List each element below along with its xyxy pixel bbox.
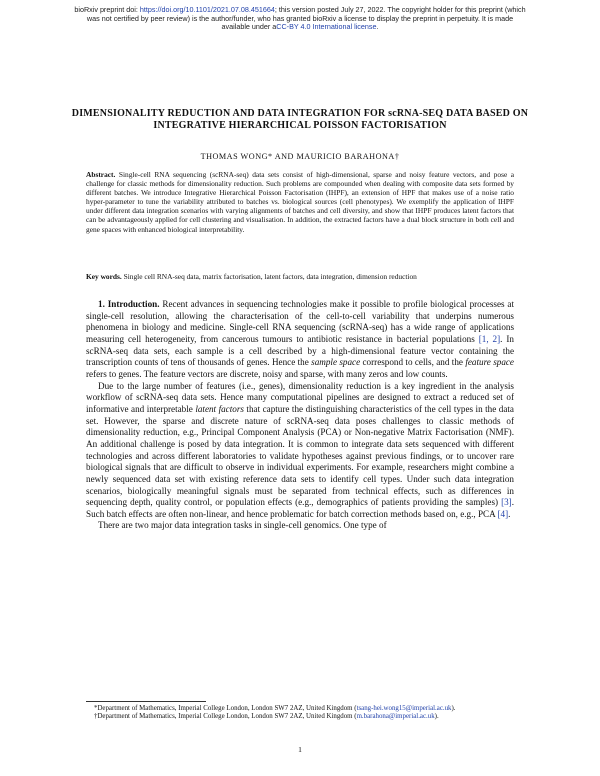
p2-text-b: that capture the distinguishing characteristics of the cell types in the data set. However, the sparse and discrete nature of scRNA-seq data poses challenges to classic methods of dimensionality reduction, e.g., Principal Component Analysis (PCA) or Non-negative Matrix Factorisation (NMF). An additional challenge is posed by data integration. It is common to integrate data sets sequenced with different technologies and across different laboratories to validate hypotheses against previous findings, or to uncover rare biological signals that are difficult to observe in individual experiments. For example, researchers might combine a newly sequenced data set with existing reference data sets to identify cell types. Under such data integration scenarios, biologically meaningful signals must be separated from technical effects, such as differences in sequencing depth, quality control, or population effects (e.g., demographics of patients providing the samples) [86, 403, 514, 508]
footnote-1-text: *Department of Mathematics, Imperial College London, London SW7 2AZ, United Kingdom ( [94, 705, 357, 712]
footnote-divider [86, 701, 206, 702]
body-text [86, 299, 514, 532]
p1-emphasis-2: feature space [465, 357, 514, 368]
abstract-text: Single-cell RNA sequencing (scRNA-seq) data sets consist of high-dimensional, sparse and noisy feature vectors, and pose a challenge for classic methods for dimensionality reduction. Such problems are compounded when dealing with composite data sets formed by different batches. We introduce Integrative Hierarchical Poisson Factorisation (IHPF), an extension of HPF that makes use of a noise ratio hyper-parameter to tune the variability attributed to batches vs. biological sources (cell phenotypes). We exemplify the application of IHPF under different data integration scenarios with varying alignments of batches and cell diversity, and show that IHPF produces latent factors that can be advantageously applied for cell clustering and visualisation. In addition, the extracted factors have a dual block structure in both cell and gene spaces with enhanced biological interpretability. [86, 170, 514, 234]
paper-title: DIMENSIONALITY REDUCTION AND DATA INTEGRATION FOR scRNA-SEQ DATA BASED ON INTEGRATIVE HIERARCHICAL POISSON FACTORISATION [71, 108, 529, 131]
p2-text-a: Due to the large number of features (i.e., genes), dimensionality reduction is a key ingredient in the analysis workflow of scRNA-seq data sets. Hence many computational pipelines are designed to extract a reduced set of informative and interpretable [86, 380, 514, 414]
doi-link[interactable]: https://doi.org/10.1101/2021.07.08.451664 [139, 5, 275, 14]
keywords-label: Key words. [86, 272, 122, 281]
footnotes [86, 705, 514, 722]
banner-line-2: was not certified by peer review) is the author/funder, who has granted bioRxiv a license to display the preprint in perpetuity. It is made [86, 13, 514, 23]
paragraph-2 [86, 381, 514, 521]
section-heading: 1. Introduction. [98, 299, 160, 309]
p2-text-c: . Such batch effects are often non-linear, and hence problematic for batch correction methods based on, e.g., PCA [86, 497, 514, 519]
p2-emphasis: latent factors [195, 403, 244, 414]
paragraph-3: There are two major data integration tasks in single-cell genomics. One type of [98, 520, 387, 531]
footnote-2-end: ). [434, 713, 439, 721]
citation-link[interactable]: [4] [497, 508, 509, 519]
p1-text-b: . In scRNA-seq data sets, each sample is a cell described by a high-dimensional feature vector containing the transcription counts of tens of thousands of genes. Hence the [86, 333, 514, 368]
email-link[interactable]: m.barahona@imperial.ac.uk [356, 713, 435, 721]
email-link[interactable]: tsang-hei.wong15@imperial.ac.uk [356, 705, 452, 712]
paper-authors: THOMAS WONG* AND MAURICIO BARAHONA† [200, 152, 400, 161]
keywords [86, 272, 514, 281]
p2-text-d: . [508, 508, 511, 519]
abstract-label: Abstract. [86, 170, 116, 179]
banner-doi-prefix: bioRxiv preprint doi: [74, 5, 140, 14]
p1-text-c: correspond to cells, and the [360, 357, 466, 368]
p1-text-d: refers to genes. The feature vectors are discrete, noisy and sparse, with many zeros and low counts. [86, 368, 448, 379]
banner-line-3-suffix: . [376, 22, 379, 32]
page-number: 1 [298, 745, 302, 754]
banner-line-1-suffix: ; this version posted July 27, 2022. The copyright holder for this preprint (which [274, 5, 526, 14]
citation-link[interactable]: [1, 2] [478, 333, 501, 344]
banner-line-3 [40, 23, 560, 32]
p1-emphasis-1: sample space [311, 357, 361, 368]
license-link[interactable]: CC-BY 4.0 International license [276, 22, 377, 32]
p1-text-a: Recent advances in sequencing technologies make it possible to profile biological processes at single-cell resolution, allowing the characterisation of the cell-to-cell variability that underpins numerous phenomena in biology and medicine. Single-cell RNA sequencing (scRNA-seq) has a wide range of applications measuring cell heterogeneity, from cancerous tumours to antibiotic resistance in bacterial populations [86, 299, 515, 344]
footnote-2 [86, 713, 514, 721]
keywords-text: Single cell RNA-seq data, matrix factorisation, latent factors, data integration, dimension reduction [123, 272, 417, 281]
footnote-2-text: †Department of Mathematics, Imperial College London, London SW7 2AZ, United Kingdom ( [94, 713, 357, 721]
footnote-1-end: ). [451, 705, 456, 712]
paragraph-1 [86, 299, 514, 381]
banner-license-prefix: available under a [221, 22, 277, 32]
footnote-1 [86, 705, 514, 713]
citation-link[interactable]: [3] [501, 497, 512, 508]
abstract [86, 170, 514, 234]
preprint-banner [40, 6, 560, 32]
